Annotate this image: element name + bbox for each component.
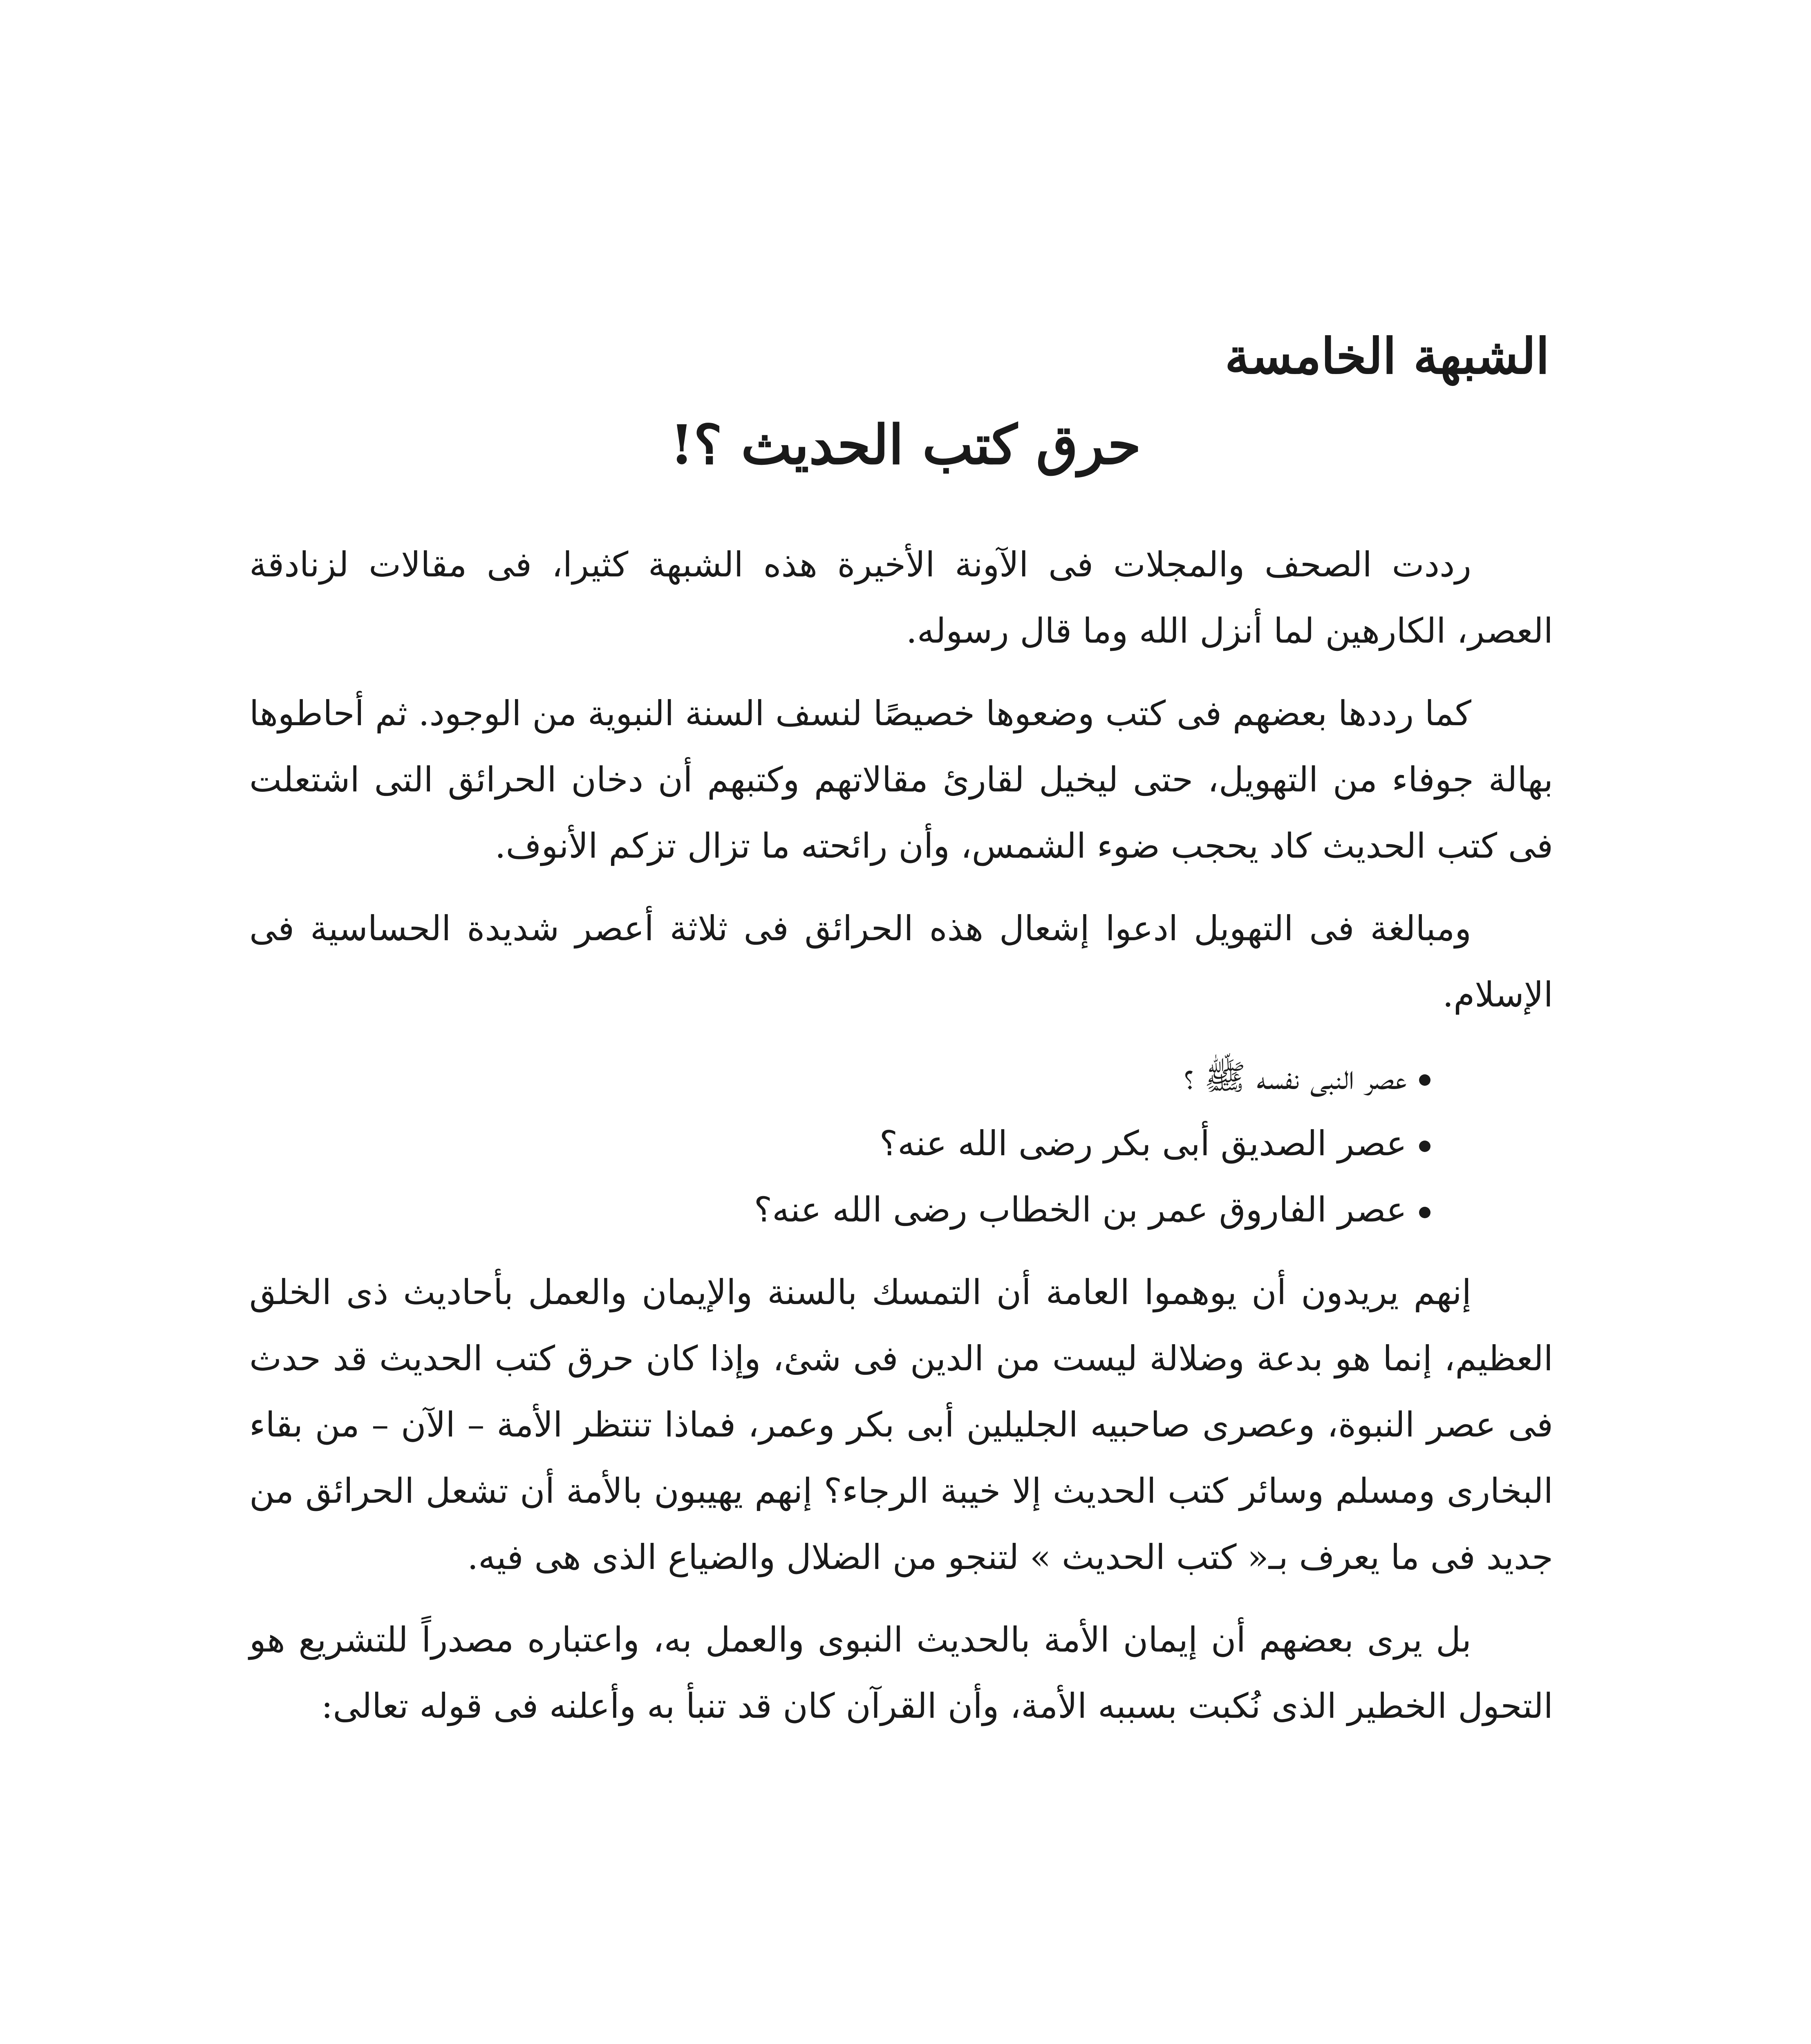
chapter-title: حرق كتب الحديث ؟! — [670, 413, 1141, 477]
body-text — [249, 531, 1553, 1755]
bullet-item — [249, 1177, 1430, 1243]
paragraph: كما رددها بعضهم فى كتب وضعوها خصيصًا لنسف السنة النبوية من الوجود. ثم أحاطوها بهالة جوفاء من التهويل، حتى ليخيل لقارئ مقالاتهم وكتبهم أن دخان الحرائق التى اشتعلت فى كتب الحديث كاد يحجب ضوء الشمس، وأن رائحته ما تزال تزكم الأنوف. — [249, 693, 1553, 866]
bullet-text: عصر الفاروق عمر بن الخطاب رضى الله عنه؟ — [754, 1190, 1407, 1230]
bullet-item — [249, 1110, 1430, 1177]
bullet-item — [249, 1044, 1430, 1110]
paragraph: رددت الصحف والمجلات فى الآونة الأخيرة هذه الشبهة كثيرا، فى مقالات لزنادقة العصر، الكارهين لما أنزل الله وما قال رسوله. — [249, 545, 1553, 651]
bullet-dot-icon — [1419, 1141, 1430, 1152]
paragraph: بل يرى بعضهم أن إيمان الأمة بالحديث النبوى والعمل به، واعتباره مصدراً للتشريع هو التحول الخطير الذى نُكبت بسببه الأمة، وأن القرآن كان قد تنبأ به وأعلنه فى قوله تعالى: — [249, 1620, 1553, 1726]
bullet-list — [249, 1044, 1553, 1243]
bullet-text: عصر النبى نفسه ﷺ ؟ — [1184, 1057, 1407, 1097]
chapter-label: الشبهة الخامسة — [1224, 327, 1549, 385]
bullet-text: عصر الصديق أبى بكر رضى الله عنه؟ — [879, 1123, 1407, 1163]
paragraph: إنهم يريدون أن يوهموا العامة أن التمسك بالسنة والإيمان والعمل بأحاديث ذى الخلق العظيم، إنما هو بدعة وضلالة ليست من الدين فى شئ، وإذا كان حرق كتب الحديث قد حدث فى عصر النبوة، وعصرى صاحبيه الجليلين أبى بكر وعمر، فماذا تنتظر الأمة – الآن – من بقاء البخارى ومسلم وسائر كتب الحديث إلا خيبة الرجاء؟ إنهم يهيبون بالأمة أن تشعل الحرائق من جديد فى ما يعرف بـ« كتب الحديث » لتنجو من الضلال والضياع الذى هى فيه. — [249, 1272, 1553, 1577]
bullet-dot-icon — [1419, 1207, 1430, 1218]
paragraph: ومبالغة فى التهويل ادعوا إشعال هذه الحرائق فى ثلاثة أعصر شديدة الحساسية فى الإسلام. — [249, 908, 1553, 1015]
bullet-dot-icon — [1419, 1074, 1430, 1086]
